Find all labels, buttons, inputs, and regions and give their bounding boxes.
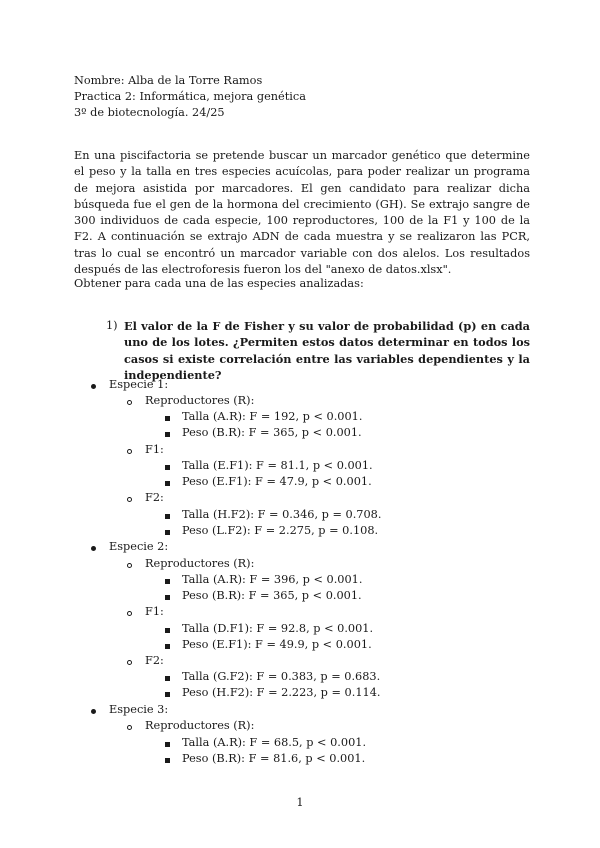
bullet-square-icon [165, 758, 170, 763]
bullet-square-icon [165, 676, 170, 681]
result-item: Talla (A.R): F = 192, p < 0.001. [182, 410, 363, 423]
result-item: Talla (A.R): F = 68.5, p < 0.001. [182, 736, 367, 749]
species-label: Especie 1: [109, 378, 169, 391]
bullet-circle-icon [127, 611, 132, 616]
course-info: 3º de biotecnología. 24/25 [74, 106, 225, 119]
bullet-disc-icon [91, 384, 96, 389]
bullet-square-icon [165, 465, 170, 470]
intro-paragraph: En una piscifactoria se pretende buscar un marcador genético que determine el peso y la talla en tres especies acuícolas, para poder realizar un programa de mejora asistida por marcadores. El gen candidato para realizar dicha búsqueda fue el gen de la hormona del crecimiento (GH). Se extrajo sangre de 300 individuos de cada especie, 100 reproductores, 100 de la F1 y 100 de la F2. A continuación se extrajo ADN de cada muestra y se realizaron las PCR, tras lo cual se encontró un marcador variable con dos alelos. Los resultados después de las electroforesis fueron los del "anexo de datos.xlsx". [74, 149, 530, 277]
species-label: Especie 2: [109, 540, 169, 553]
bullet-square-icon [165, 530, 170, 535]
result-item: Peso (E.F1): F = 49.9, p < 0.001. [182, 638, 372, 651]
bullet-square-icon [165, 432, 170, 437]
instructions-line: Obtener para cada una de las especies analizadas: [74, 277, 364, 290]
bullet-square-icon [165, 481, 170, 486]
bullet-square-icon [165, 692, 170, 697]
result-item: Peso (H.F2): F = 2.223, p = 0.114. [182, 686, 381, 699]
result-item: Peso (E.F1): F = 47.9, p < 0.001. [182, 475, 372, 488]
species-label: Especie 3: [109, 703, 169, 716]
result-item: Peso (L.F2): F = 2.275, p = 0.108. [182, 524, 379, 537]
result-item: Talla (E.F1): F = 81.1, p < 0.001. [182, 459, 373, 472]
result-item: Talla (D.F1): F = 92.8, p < 0.001. [182, 622, 374, 635]
result-item: Talla (H.F2): F = 0.346, p = 0.708. [182, 508, 382, 521]
result-item: Talla (G.F2): F = 0.383, p = 0.683. [182, 670, 381, 683]
group-label: Reproductores (R): [145, 394, 255, 407]
group-label: F1: [145, 605, 164, 618]
bullet-square-icon [165, 628, 170, 633]
result-item: Peso (B.R): F = 365, p < 0.001. [182, 426, 362, 439]
bullet-square-icon [165, 595, 170, 600]
group-label: F2: [145, 491, 164, 504]
bullet-disc-icon [91, 709, 96, 714]
result-item: Peso (B.R): F = 365, p < 0.001. [182, 589, 362, 602]
result-item: Talla (A.R): F = 396, p < 0.001. [182, 573, 363, 586]
bullet-circle-icon [127, 497, 132, 502]
bullet-circle-icon [127, 400, 132, 405]
group-label: Reproductores (R): [145, 719, 255, 732]
bullet-disc-icon [91, 546, 96, 551]
bullet-square-icon [165, 742, 170, 747]
bullet-circle-icon [127, 563, 132, 568]
result-item: Peso (B.R): F = 81.6, p < 0.001. [182, 752, 366, 765]
bullet-circle-icon [127, 660, 132, 665]
bullet-square-icon [165, 579, 170, 584]
bullet-square-icon [165, 514, 170, 519]
question-number: 1) [106, 319, 118, 332]
author-name: Nombre: Alba de la Torre Ramos [74, 74, 263, 87]
group-label: F1: [145, 443, 164, 456]
bullet-circle-icon [127, 725, 132, 730]
question-text: El valor de la F de Fisher y su valor de probabilidad (p) en cada uno de los lotes. ¿Permiten estos datos determinar en todos los casos si existe correlación entre las variables dependientes y la independiente? [124, 319, 530, 382]
group-label: Reproductores (R): [145, 557, 255, 570]
bullet-circle-icon [127, 449, 132, 454]
bullet-square-icon [165, 416, 170, 421]
group-label: F2: [145, 654, 164, 667]
page-number: 1 [296, 796, 304, 809]
bullet-square-icon [165, 644, 170, 649]
practice-title: Practica 2: Informática, mejora genética [74, 90, 306, 103]
